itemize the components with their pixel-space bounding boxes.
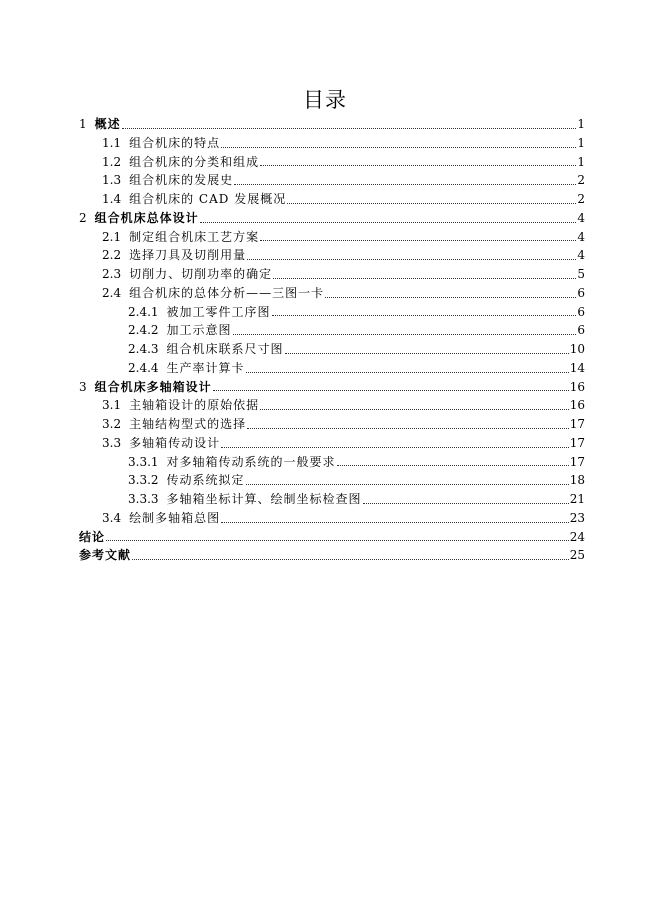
toc-dot-leader [325,297,576,298]
toc-entry-title: 加工示意图 [166,323,232,338]
toc-entry-number: 2.4.3 [128,342,159,356]
toc-entry-number: 3.1 [102,398,122,413]
toc-dot-leader [221,522,569,523]
toc-entry-page-number: 16 [569,398,585,413]
toc-dot-leader [273,278,576,279]
toc-entry[interactable] [79,340,585,359]
toc-dot-leader [285,353,569,354]
toc-entry-title: 被加工零件工序图 [166,304,271,319]
toc-entry-title: 制定组合机床工艺方案 [129,229,260,244]
toc-entry-number: 3.3 [102,435,122,450]
toc-entry-page-number: 4 [577,229,585,244]
toc-dot-leader [221,447,569,448]
toc-entry-page-number: 4 [577,210,585,225]
toc-entry-page-number: 25 [569,548,585,563]
toc-entry[interactable] [79,134,585,153]
toc-entry-page-number: 14 [569,360,585,375]
toc-entry[interactable] [79,153,585,172]
toc-entry[interactable] [79,228,585,247]
toc-entry-title: 对多轴箱传动系统的一般要求 [166,454,336,469]
toc-entry-number: 3 [79,379,87,394]
toc-entry-title: 组合机床多轴箱设计 [94,379,212,394]
toc-entry-number: 1.1 [102,135,122,150]
toc-dot-leader [363,503,569,504]
toc-dot-leader [246,484,569,485]
toc-entry-number: 1.3 [102,173,122,188]
toc-entry-number: 1 [79,117,87,131]
toc-dot-leader [234,184,576,185]
page-title: 目录 [303,88,347,112]
toc-entry[interactable] [79,303,585,322]
toc-dot-leader [132,559,569,560]
toc-dot-leader [122,128,576,129]
toc-entry-page-number: 5 [577,267,585,281]
toc-dot-leader [260,409,569,410]
toc-dot-leader [200,222,576,223]
toc-entry-number: 2.2 [102,248,122,263]
toc-entry-page-number: 17 [569,454,585,469]
toc-entry-number: 2.4.4 [128,360,159,375]
toc-entry-number: 1.4 [102,192,122,206]
toc-dot-leader [260,165,576,166]
toc-entry[interactable] [79,471,585,490]
toc-entry-page-number: 6 [577,304,585,319]
toc-entry-number: 2.4.1 [128,304,159,319]
toc-entry[interactable] [79,115,585,134]
toc-entry-page-number: 1 [577,117,585,131]
toc-dot-leader [106,540,569,541]
toc-entry-title: 组合机床的特点 [129,135,221,150]
table-of-contents [79,115,585,565]
toc-entry[interactable] [79,209,585,228]
toc-entry-page-number: 1 [577,154,585,169]
toc-entry-number: 2.4 [102,285,122,300]
toc-entry-page-number: 6 [577,323,585,338]
toc-entry-page-number: 2 [577,173,585,188]
toc-entry-number: 3.3.3 [128,492,159,506]
toc-entry[interactable] [79,453,585,472]
toc-dot-leader [233,334,576,335]
toc-entry-title: 组合机床联系尺寸图 [166,342,284,356]
toc-entry[interactable] [79,378,585,397]
toc-entry-number: 1.2 [102,154,122,169]
toc-dot-leader [247,259,576,260]
toc-dot-leader [247,428,569,429]
toc-entry[interactable] [79,171,585,190]
toc-entry-page-number: 4 [577,248,585,263]
toc-entry[interactable] [79,246,585,265]
toc-dot-leader [287,203,576,204]
toc-entry-title: 组合机床的总体分析——三图一卡 [129,285,325,300]
toc-entry[interactable] [79,265,585,284]
toc-entry-number: 3.2 [102,417,122,431]
toc-entry-page-number: 10 [569,342,585,356]
toc-entry-title: 概述 [94,117,121,131]
toc-entry-page-number: 23 [569,510,585,525]
toc-entry-page-number: 17 [569,417,585,431]
toc-dot-leader [246,372,569,373]
toc-entry-page-number: 6 [577,285,585,300]
toc-entry-number: 3.3.2 [128,473,159,488]
toc-entry-title: 切削力、切削功率的确定 [129,267,273,281]
toc-entry-number: 3.3.1 [128,454,159,469]
toc-entry-title: 生产率计算卡 [166,360,245,375]
toc-entry-page-number: 2 [577,192,585,206]
toc-entry-title: 组合机床的分类和组成 [129,154,260,169]
toc-entry[interactable] [79,546,585,565]
toc-dot-leader [272,315,576,316]
toc-dot-leader [221,147,576,148]
toc-entry-title: 主轴箱设计的原始依据 [129,398,260,413]
toc-entry-title: 组合机床的 CAD 发展概况 [129,192,287,206]
toc-entry[interactable] [79,490,585,509]
toc-entry[interactable] [79,509,585,528]
toc-dot-leader [260,240,576,241]
toc-entry-title: 参考文献 [79,548,132,563]
toc-entry-number: 2 [79,210,87,225]
toc-entry[interactable] [79,528,585,547]
toc-entry-title: 结论 [79,529,106,544]
toc-entry-page-number: 16 [569,379,585,394]
toc-entry[interactable] [79,284,585,303]
toc-entry-page-number: 18 [569,473,585,488]
toc-entry[interactable] [79,190,585,209]
toc-entry-page-number: 21 [569,492,585,506]
toc-entry-number: 2.3 [102,267,122,281]
toc-entry-title: 传动系统拟定 [166,473,245,488]
toc-entry[interactable] [79,396,585,415]
toc-entry-number: 2.4.2 [128,323,159,338]
toc-entry-title: 组合机床的发展史 [129,173,234,188]
toc-entry[interactable] [79,415,585,434]
toc-entry-title: 组合机床总体设计 [94,210,199,225]
toc-entry-number: 3.4 [102,510,122,525]
toc-entry[interactable] [79,321,585,340]
toc-dot-leader [337,465,569,466]
toc-entry-page-number: 17 [569,435,585,450]
toc-entry-page-number: 1 [577,135,585,150]
toc-entry-number: 2.1 [102,229,122,244]
toc-entry-title: 多轴箱坐标计算、绘制坐标检查图 [166,492,362,506]
toc-entry-title: 选择刀具及切削用量 [129,248,247,263]
toc-entry-title: 多轴箱传动设计 [129,435,221,450]
toc-dot-leader [213,390,569,391]
toc-entry-title: 绘制多轴箱总图 [129,510,221,525]
toc-entry[interactable] [79,359,585,378]
toc-entry-title: 主轴结构型式的选择 [129,417,247,431]
toc-entry[interactable] [79,434,585,453]
toc-entry-page-number: 24 [569,529,585,544]
